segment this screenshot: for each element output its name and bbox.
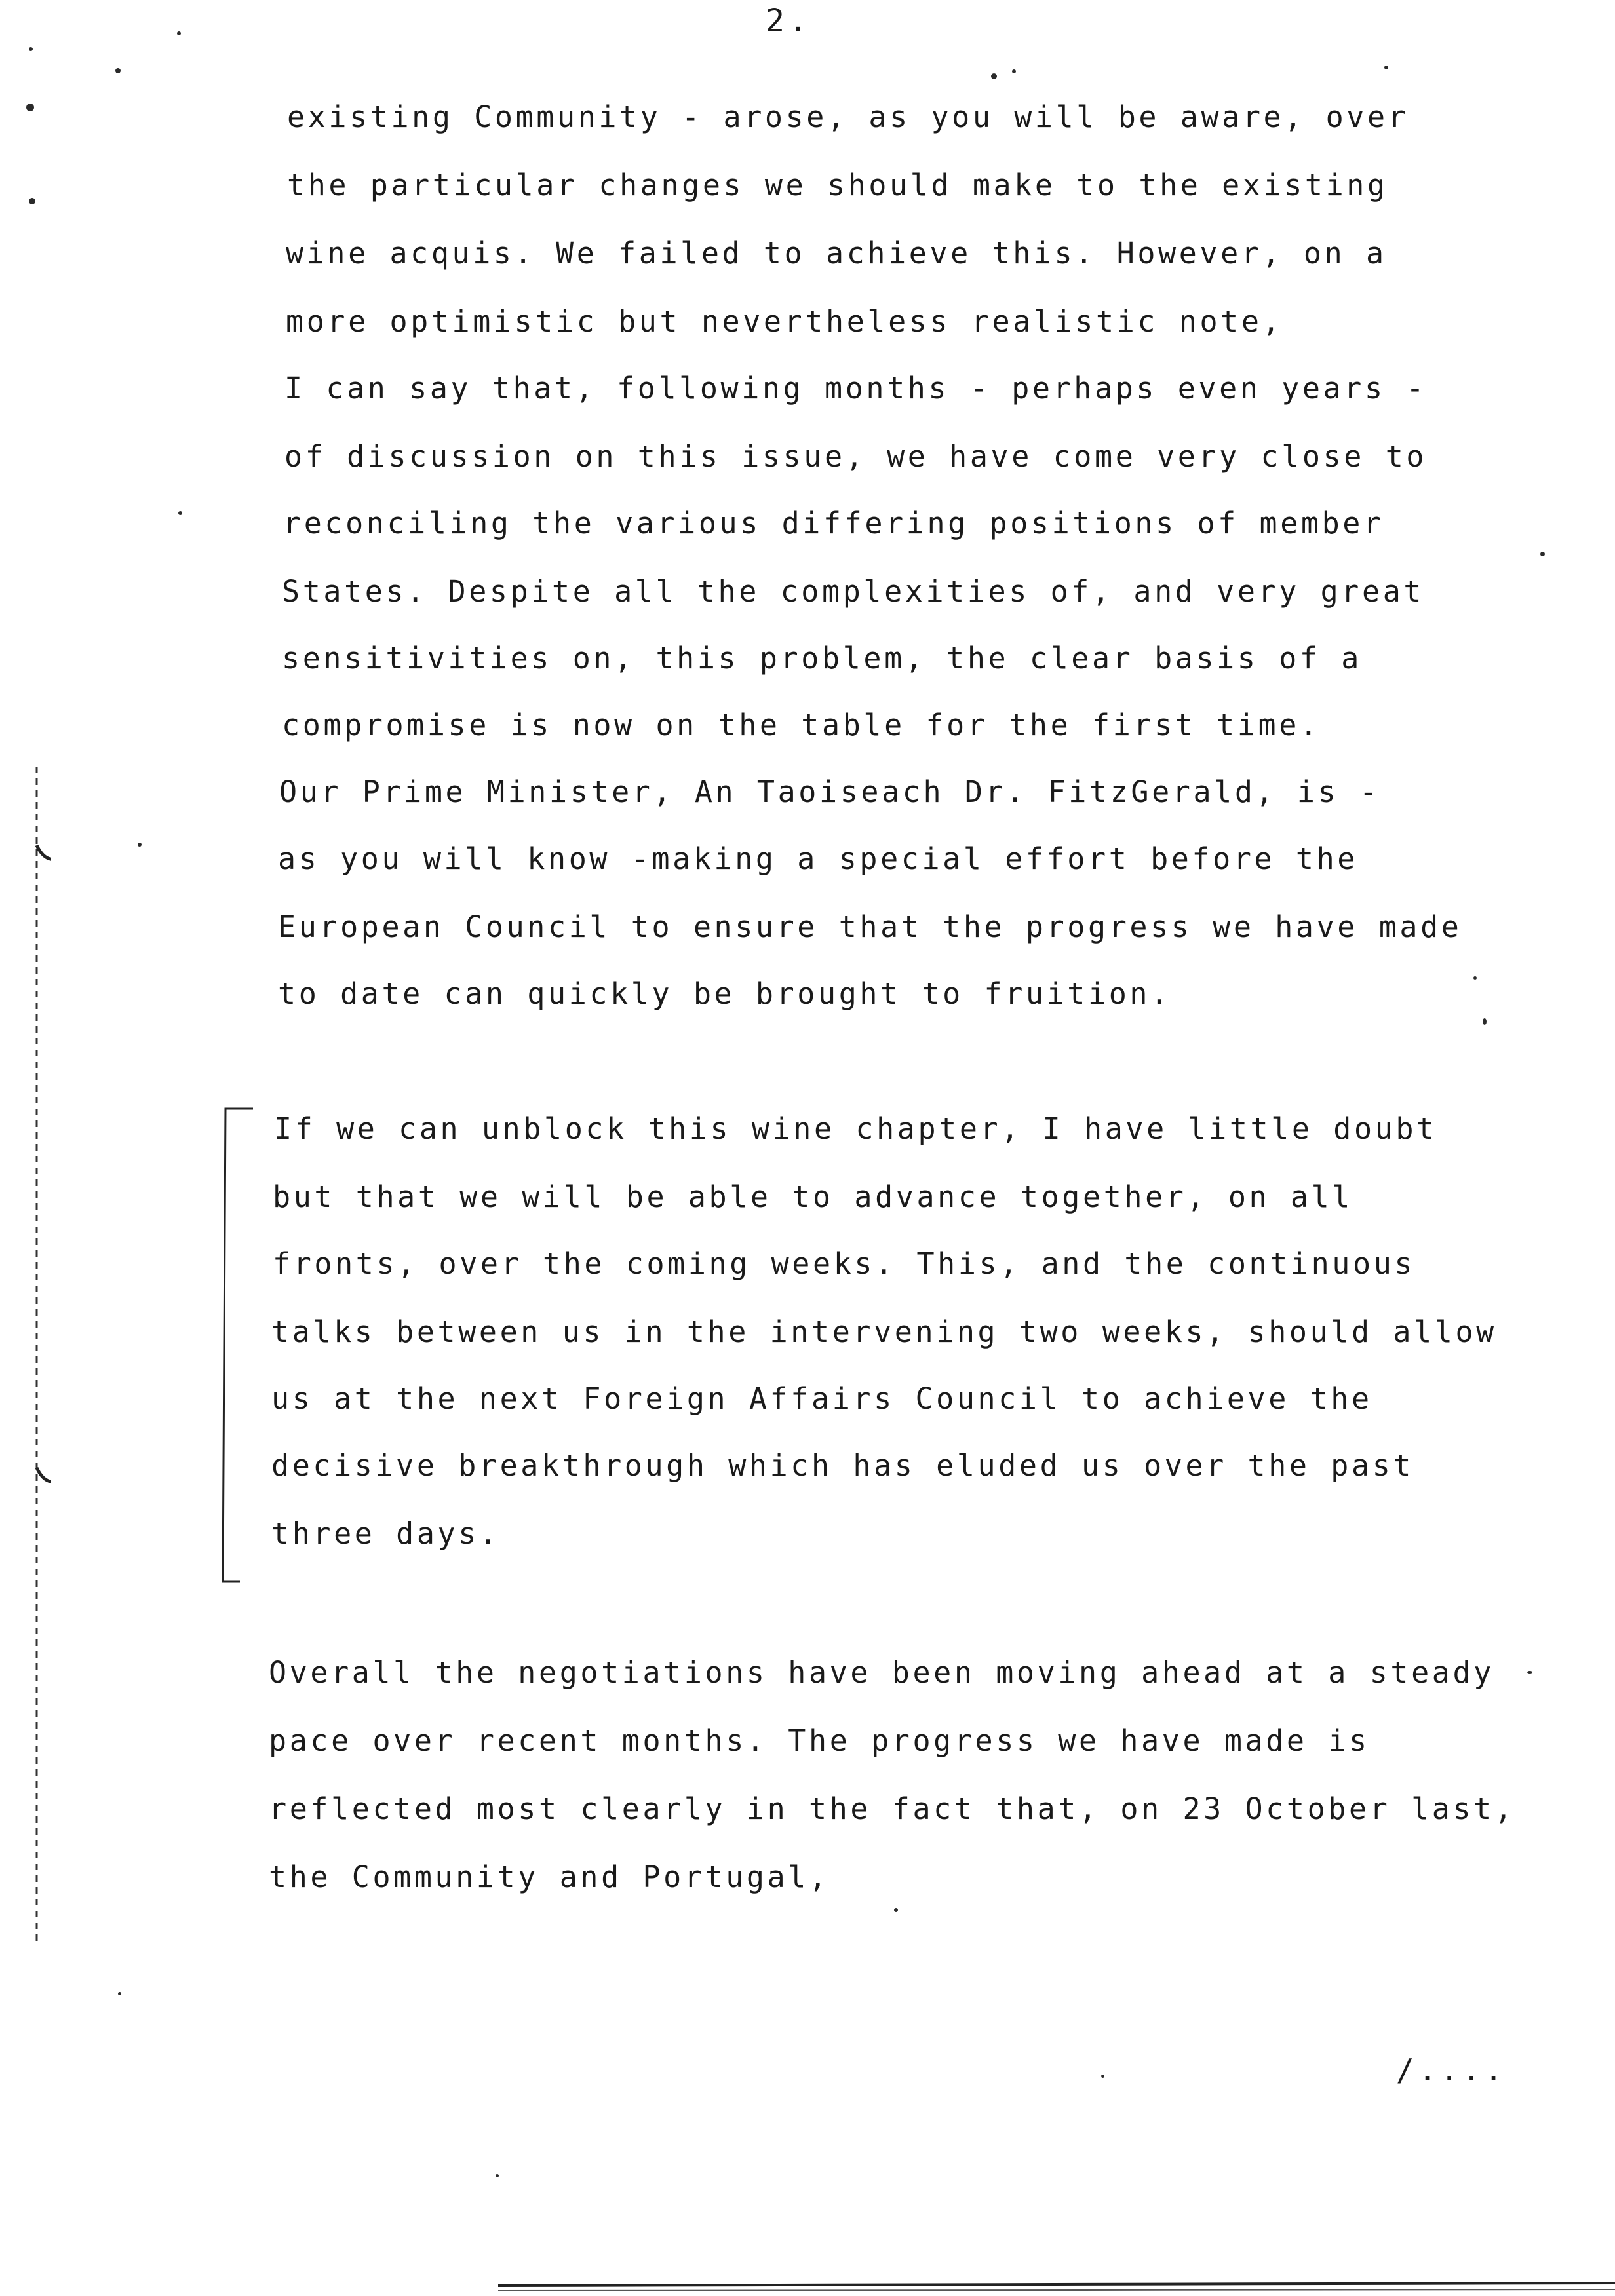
speck xyxy=(1483,1018,1487,1025)
text-line: reflected most clearly in the fact that, on 23 October last, xyxy=(269,1791,1515,1826)
text-line: Overall the negotiations have been moving ahead at a steady xyxy=(269,1655,1494,1690)
text-line: European Council to ensure that the progress we have made xyxy=(278,909,1462,944)
text-line: fronts, over the coming weeks. This, and the continuous xyxy=(273,1246,1416,1281)
speck xyxy=(894,1908,898,1912)
page-number: 2. xyxy=(766,3,811,39)
margin-dotted-rule xyxy=(31,767,51,1946)
speck xyxy=(1527,1671,1532,1674)
speck xyxy=(138,843,142,847)
speck xyxy=(29,198,35,204)
text-line: the Community and Portugal, xyxy=(269,1860,830,1894)
speck xyxy=(118,1992,121,1995)
text-line: more optimistic but nevertheless realistic note, xyxy=(286,304,1283,339)
text-line: the particular changes we should make to the existing xyxy=(287,168,1388,202)
text-line: three days. xyxy=(271,1516,500,1551)
text-line: of discussion on this issue, we have come very close to xyxy=(284,439,1428,474)
speck xyxy=(177,31,181,35)
text-line: us at the next Foreign Affairs Council to achieve the xyxy=(271,1381,1372,1416)
speck xyxy=(115,68,121,73)
speck xyxy=(991,73,997,79)
margin-bracket-mark xyxy=(216,1107,256,1586)
text-line: pace over recent months. The progress we have made is xyxy=(269,1723,1370,1758)
continuation-mark: /.... xyxy=(1396,2052,1507,2088)
text-line: Our Prime Minister, An Taoiseach Dr. FitzGerald, is - xyxy=(279,775,1380,809)
speck xyxy=(496,2174,499,2177)
speck xyxy=(1473,976,1477,980)
text-line: as you will know -making a special effort before the xyxy=(278,841,1358,876)
text-line: decisive breakthrough which has eluded us over the past xyxy=(271,1448,1414,1483)
text-line: to date can quickly be brought to fruition. xyxy=(278,976,1171,1011)
text-line: existing Community - arose, as you will be aware, over xyxy=(287,100,1409,134)
bottom-scan-edge xyxy=(498,2280,1615,2296)
text-line: sensitivities on, this problem, the clear basis of a xyxy=(282,641,1362,676)
speck xyxy=(1384,66,1388,69)
speck xyxy=(1540,552,1545,556)
text-line: talks between us in the intervening two weeks, should allow xyxy=(271,1314,1497,1349)
text-line: If we can unblock this wine chapter, I have little doubt xyxy=(274,1111,1437,1146)
text-line: wine acquis. We failed to achieve this. However, on a xyxy=(286,236,1387,271)
speck xyxy=(1012,69,1016,73)
text-line: compromise is now on the table for the first time. xyxy=(282,708,1321,742)
text-line: I can say that, following months - perhaps even years - xyxy=(284,371,1428,406)
text-line: reconciling the various differing positions of member xyxy=(283,506,1384,541)
speck xyxy=(26,104,34,111)
speck xyxy=(178,511,182,515)
speck xyxy=(1101,2075,1104,2078)
text-line: States. Despite all the complexities of, and very great xyxy=(282,574,1425,609)
text-line: but that we will be able to advance together, on all xyxy=(273,1179,1353,1214)
speck xyxy=(29,47,33,51)
